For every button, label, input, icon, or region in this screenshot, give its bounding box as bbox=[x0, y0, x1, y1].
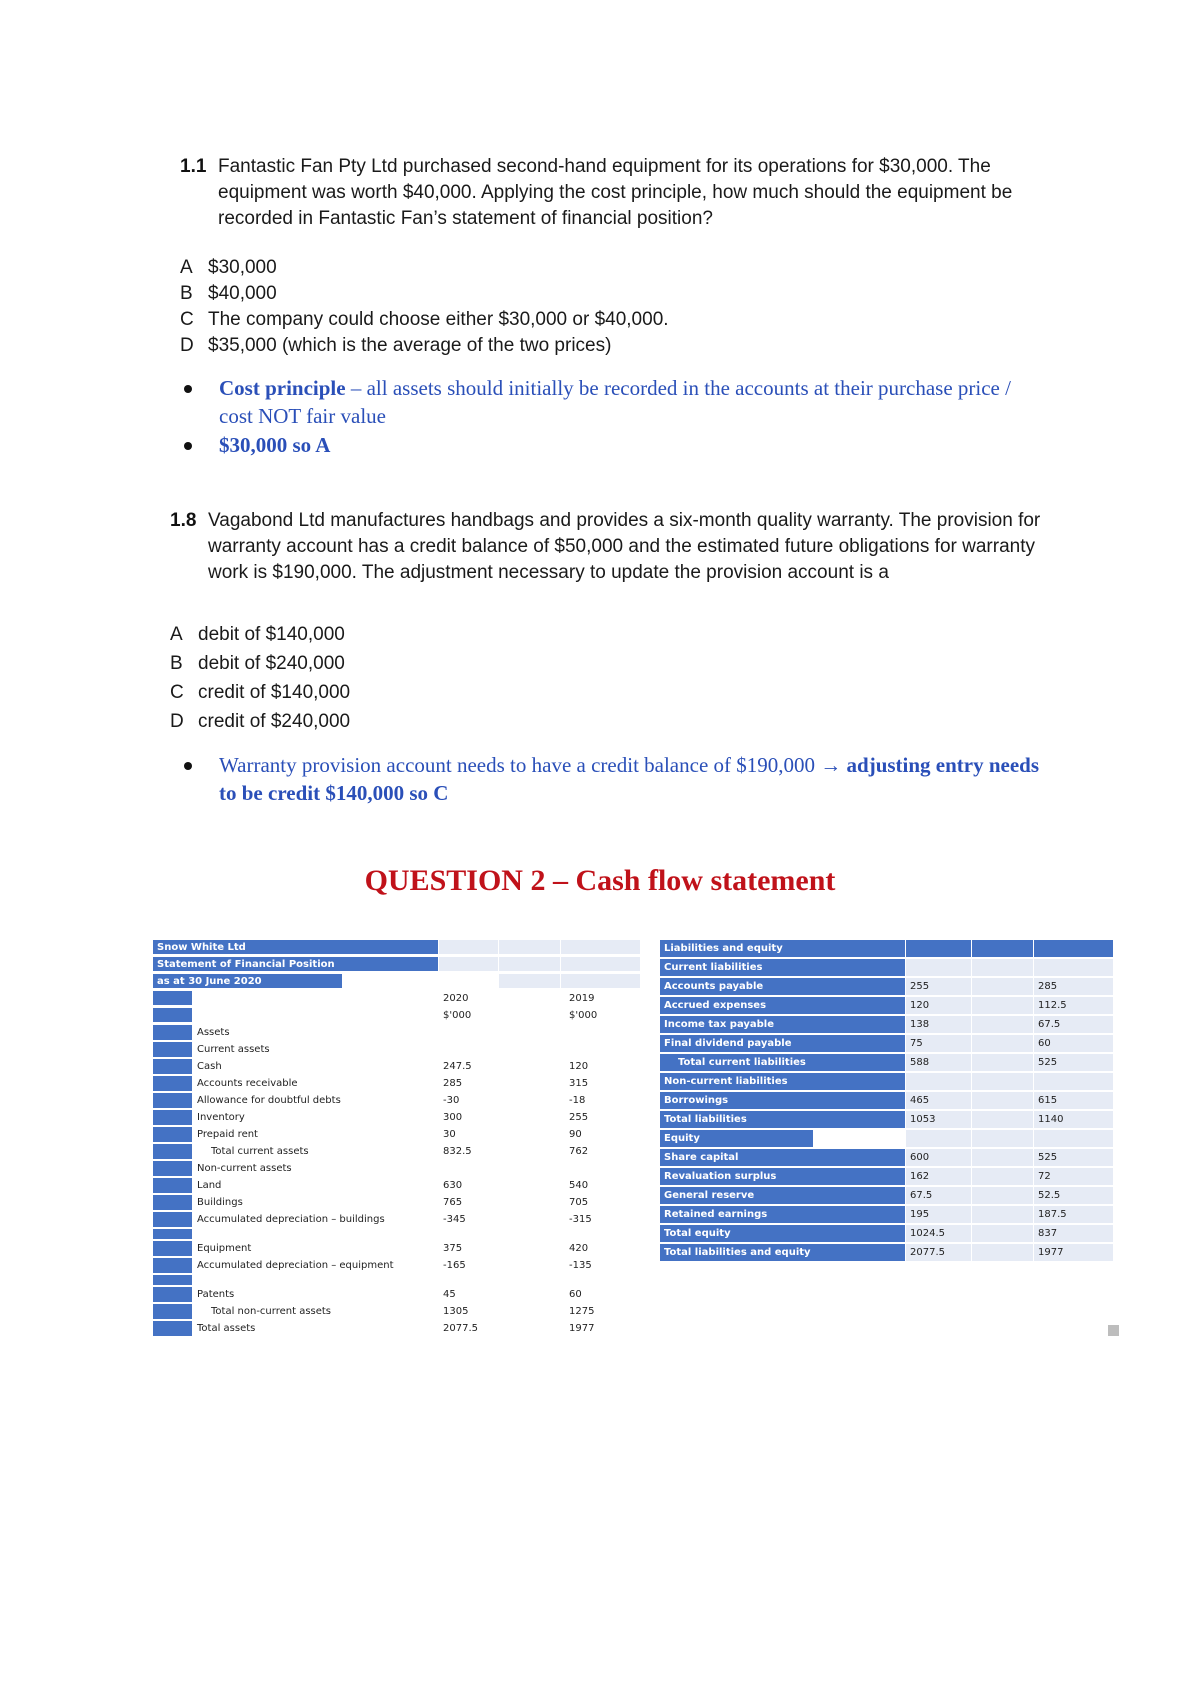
answer-explanation bbox=[219, 751, 1059, 807]
table-row bbox=[660, 940, 1114, 959]
row-label: General reserve bbox=[660, 1187, 906, 1205]
financial-position-assets-table bbox=[153, 940, 641, 1332]
option-a bbox=[170, 622, 345, 648]
option-text: debit of $140,000 bbox=[198, 624, 345, 645]
row-label: Land bbox=[193, 1178, 439, 1194]
table-cell bbox=[972, 1073, 1034, 1091]
table-cell bbox=[499, 957, 561, 972]
row-marker bbox=[153, 1275, 193, 1286]
row-marker bbox=[153, 1287, 193, 1303]
row-marker bbox=[153, 1178, 193, 1194]
answer-result: $30,000 so A bbox=[219, 433, 331, 457]
table-row bbox=[153, 1212, 641, 1229]
table-cell bbox=[972, 978, 1034, 996]
row-label: Inventory bbox=[193, 1110, 439, 1126]
table-row bbox=[660, 1244, 1114, 1263]
row-label: Cash bbox=[193, 1059, 439, 1075]
table-row bbox=[153, 940, 641, 957]
value-2020: 1024.5 bbox=[906, 1225, 972, 1243]
option-text: credit of $240,000 bbox=[198, 711, 351, 732]
table-row bbox=[153, 1178, 641, 1195]
value-2019 bbox=[1034, 1073, 1114, 1091]
value-2020: 1053 bbox=[906, 1111, 972, 1129]
column-header: $'000 bbox=[565, 1008, 641, 1023]
value-2020: 285 bbox=[439, 1076, 565, 1092]
table-row bbox=[153, 957, 641, 974]
value-2020: -30 bbox=[439, 1093, 565, 1109]
table-row bbox=[660, 1073, 1114, 1092]
value-2020: 375 bbox=[439, 1241, 565, 1257]
table-row bbox=[153, 974, 641, 991]
table-row bbox=[153, 1258, 641, 1275]
table-row bbox=[153, 1110, 641, 1127]
row-label: Non-current liabilities bbox=[660, 1073, 906, 1091]
value-2019: 315 bbox=[565, 1076, 641, 1092]
value-2020: 630 bbox=[439, 1178, 565, 1194]
arrow-icon: → bbox=[820, 753, 842, 777]
value-2019: 525 bbox=[1034, 1149, 1114, 1167]
value-2019: 60 bbox=[565, 1287, 641, 1303]
value-2020 bbox=[439, 1161, 565, 1177]
value-2019: 255 bbox=[565, 1110, 641, 1126]
option-letter: D bbox=[180, 335, 194, 356]
section-heading: QUESTION 2 – Cash flow statement bbox=[364, 864, 836, 897]
row-marker bbox=[153, 1321, 193, 1337]
value-2019: 112.5 bbox=[1034, 997, 1114, 1015]
row-marker bbox=[153, 1127, 193, 1143]
table-cell bbox=[972, 1206, 1034, 1224]
row-label: Equipment bbox=[193, 1241, 439, 1257]
table-row bbox=[153, 1042, 641, 1059]
table-cell bbox=[972, 1130, 1034, 1148]
value-2019: 705 bbox=[565, 1195, 641, 1211]
table-row bbox=[660, 1016, 1114, 1035]
value-2020 bbox=[439, 1275, 565, 1286]
value-2019: 120 bbox=[565, 1059, 641, 1075]
row-label: Prepaid rent bbox=[193, 1127, 439, 1143]
row-label: Retained earnings bbox=[660, 1206, 906, 1224]
table-row bbox=[153, 1093, 641, 1110]
row-label: Total equity bbox=[660, 1225, 906, 1243]
bullet-icon bbox=[184, 442, 192, 450]
question-text: Vagabond Ltd manufactures handbags and provides a six-month quality warranty. The provision for warranty account has a credit balance of $50,000 and the estimated future obligations for warranty work is $190,000. The adjustment necessary to update the provision account is a bbox=[208, 510, 1041, 583]
table-row bbox=[153, 1275, 641, 1287]
value-2020: 45 bbox=[439, 1287, 565, 1303]
value-2020 bbox=[906, 1130, 972, 1148]
option-text: The company could choose either $30,000 or $40,000. bbox=[208, 309, 669, 330]
table-cell bbox=[343, 974, 499, 989]
value-2020: 195 bbox=[906, 1206, 972, 1224]
option-a bbox=[180, 255, 277, 281]
value-2019: 525 bbox=[1034, 1054, 1114, 1072]
row-label: Buildings bbox=[193, 1195, 439, 1211]
table-cell bbox=[193, 1008, 439, 1023]
financial-position-liabilities-table bbox=[660, 940, 1114, 1276]
row-label: Current assets bbox=[193, 1042, 439, 1058]
value-2019 bbox=[1034, 940, 1114, 958]
value-2019: 187.5 bbox=[1034, 1206, 1114, 1224]
value-2020: 300 bbox=[439, 1110, 565, 1126]
value-2020 bbox=[906, 1073, 972, 1091]
table-row bbox=[153, 1304, 641, 1321]
table-row bbox=[153, 1076, 641, 1093]
table-row bbox=[153, 991, 641, 1008]
value-2019: 420 bbox=[565, 1241, 641, 1257]
row-label: Total current assets bbox=[193, 1144, 439, 1160]
value-2020: 832.5 bbox=[439, 1144, 565, 1160]
table-cell bbox=[193, 991, 439, 1006]
option-text: credit of $140,000 bbox=[198, 682, 351, 703]
option-c bbox=[170, 680, 350, 706]
table-row bbox=[660, 1225, 1114, 1244]
value-2020: 1305 bbox=[439, 1304, 565, 1320]
table-row bbox=[660, 1111, 1114, 1130]
table-cell bbox=[439, 957, 499, 972]
table-cell bbox=[972, 1244, 1034, 1262]
value-2019: 1140 bbox=[1034, 1111, 1114, 1129]
question-number: 1.8 bbox=[170, 510, 197, 531]
option-text: $40,000 bbox=[208, 283, 277, 304]
value-2019 bbox=[565, 1042, 641, 1058]
option-d bbox=[170, 709, 350, 735]
value-2019 bbox=[565, 1275, 641, 1286]
value-2019: 90 bbox=[565, 1127, 641, 1143]
option-letter: C bbox=[170, 682, 184, 703]
row-marker bbox=[153, 1258, 193, 1274]
value-2019 bbox=[1034, 1130, 1114, 1148]
answer-explanation bbox=[219, 374, 1019, 430]
option-text: $30,000 bbox=[208, 257, 277, 278]
value-2020 bbox=[439, 1042, 565, 1058]
value-2019 bbox=[565, 1229, 641, 1240]
table-row bbox=[660, 997, 1114, 1016]
value-2019: 540 bbox=[565, 1178, 641, 1194]
table-row bbox=[153, 1025, 641, 1042]
row-label: Total liabilities and equity bbox=[660, 1244, 906, 1262]
value-2020: 2077.5 bbox=[906, 1244, 972, 1262]
value-2019: 60 bbox=[1034, 1035, 1114, 1053]
bullet-icon bbox=[184, 385, 192, 393]
table-cell bbox=[561, 957, 641, 972]
row-marker bbox=[153, 991, 193, 1006]
table-row bbox=[153, 1241, 641, 1258]
table-cell bbox=[439, 940, 499, 955]
row-label bbox=[193, 1229, 439, 1240]
answer-text: Warranty provision account needs to have a credit balance of $190,000 bbox=[219, 753, 821, 777]
value-2020 bbox=[906, 940, 972, 958]
row-marker bbox=[153, 1241, 193, 1257]
value-2020: 247.5 bbox=[439, 1059, 565, 1075]
table-row bbox=[153, 1195, 641, 1212]
row-marker bbox=[153, 1008, 193, 1023]
row-label bbox=[193, 1275, 439, 1286]
row-label: Borrowings bbox=[660, 1092, 906, 1110]
answer-term: Cost principle bbox=[219, 376, 346, 400]
option-b bbox=[170, 651, 345, 677]
row-label: Assets bbox=[193, 1025, 439, 1041]
value-2019 bbox=[1034, 959, 1114, 977]
row-marker bbox=[153, 1304, 193, 1320]
row-label: Accounts payable bbox=[660, 978, 906, 996]
row-marker bbox=[153, 1093, 193, 1109]
value-2019: 1275 bbox=[565, 1304, 641, 1320]
table-title: Snow White Ltd bbox=[153, 940, 439, 955]
row-marker bbox=[153, 1059, 193, 1075]
table-row bbox=[153, 1059, 641, 1076]
row-label: Total non-current assets bbox=[193, 1304, 439, 1320]
row-marker bbox=[153, 1025, 193, 1041]
row-label: Allowance for doubtful debts bbox=[193, 1093, 439, 1109]
value-2019: 1977 bbox=[1034, 1244, 1114, 1262]
option-d bbox=[180, 333, 611, 359]
value-2020: 465 bbox=[906, 1092, 972, 1110]
value-2020 bbox=[439, 1025, 565, 1041]
row-marker bbox=[153, 1110, 193, 1126]
option-letter: A bbox=[180, 257, 193, 278]
value-2019 bbox=[565, 1025, 641, 1041]
table-row bbox=[660, 1206, 1114, 1225]
question-text: Fantastic Fan Pty Ltd purchased second-hand equipment for its operations for $30,000. The equipment was worth $40,000. Applying the cost principle, how much should the equipment be recorded in Fantastic Fan’s statement of financial position? bbox=[218, 156, 1013, 229]
table-cell bbox=[972, 1111, 1034, 1129]
table-row bbox=[660, 959, 1114, 978]
table-cell bbox=[972, 1054, 1034, 1072]
value-2019: 67.5 bbox=[1034, 1016, 1114, 1034]
table-cell bbox=[561, 940, 641, 955]
option-letter: A bbox=[170, 624, 183, 645]
value-2019: 72 bbox=[1034, 1168, 1114, 1186]
value-2020: 600 bbox=[906, 1149, 972, 1167]
table-cell bbox=[499, 974, 561, 989]
row-label: Patents bbox=[193, 1287, 439, 1303]
table-row bbox=[153, 1161, 641, 1178]
value-2019 bbox=[565, 1161, 641, 1177]
row-marker bbox=[153, 1042, 193, 1058]
table-row bbox=[153, 1229, 641, 1241]
option-text: $35,000 (which is the average of the two prices) bbox=[208, 335, 612, 356]
value-2019: 837 bbox=[1034, 1225, 1114, 1243]
value-2019: 615 bbox=[1034, 1092, 1114, 1110]
row-label: Final dividend payable bbox=[660, 1035, 906, 1053]
value-2019: -135 bbox=[565, 1258, 641, 1274]
value-2019: 285 bbox=[1034, 978, 1114, 996]
answer-text: – all assets should initially be recorded in the accounts at their purchase price / cost NOT fair value bbox=[219, 376, 1011, 428]
row-label: Accrued expenses bbox=[660, 997, 906, 1015]
value-2020: 75 bbox=[906, 1035, 972, 1053]
table-title: Statement of Financial Position bbox=[153, 957, 439, 972]
table-row bbox=[660, 978, 1114, 997]
value-2020: 67.5 bbox=[906, 1187, 972, 1205]
table-row bbox=[153, 1144, 641, 1161]
table-cell bbox=[972, 1092, 1034, 1110]
question-number: 1.1 bbox=[180, 156, 207, 177]
value-2020: 162 bbox=[906, 1168, 972, 1186]
value-2020: 765 bbox=[439, 1195, 565, 1211]
table-cell bbox=[972, 1016, 1034, 1034]
value-2019: 52.5 bbox=[1034, 1187, 1114, 1205]
table-row bbox=[153, 1008, 641, 1025]
value-2020: 255 bbox=[906, 978, 972, 996]
resize-handle-icon bbox=[1108, 1325, 1119, 1336]
row-label: Current liabilities bbox=[660, 959, 906, 977]
option-text: debit of $240,000 bbox=[198, 653, 345, 674]
table-row bbox=[660, 1054, 1114, 1073]
row-label: Total assets bbox=[193, 1321, 439, 1337]
row-label: Income tax payable bbox=[660, 1016, 906, 1034]
table-cell bbox=[972, 940, 1034, 958]
value-2020 bbox=[439, 1229, 565, 1240]
value-2020: -345 bbox=[439, 1212, 565, 1228]
row-label: Liabilities and equity bbox=[660, 940, 906, 958]
table-row bbox=[153, 1321, 641, 1338]
table-cell bbox=[972, 1168, 1034, 1186]
value-2020: 120 bbox=[906, 997, 972, 1015]
column-header: 2019 bbox=[565, 991, 641, 1006]
table-cell bbox=[972, 1035, 1034, 1053]
row-marker bbox=[153, 1076, 193, 1092]
value-2020: 588 bbox=[906, 1054, 972, 1072]
option-letter: D bbox=[170, 711, 184, 732]
row-marker bbox=[153, 1212, 193, 1228]
row-label: Total liabilities bbox=[660, 1111, 906, 1129]
table-cell bbox=[561, 974, 641, 989]
option-c bbox=[180, 307, 669, 333]
value-2020: 30 bbox=[439, 1127, 565, 1143]
column-header: 2020 bbox=[439, 991, 565, 1006]
option-letter: B bbox=[180, 283, 193, 304]
option-letter: B bbox=[170, 653, 183, 674]
row-label: Accounts receivable bbox=[193, 1076, 439, 1092]
table-cell bbox=[972, 1187, 1034, 1205]
row-label: Revaluation surplus bbox=[660, 1168, 906, 1186]
row-label: Accumulated depreciation – equipment bbox=[193, 1258, 439, 1274]
row-label: Non-current assets bbox=[193, 1161, 439, 1177]
value-2020: -165 bbox=[439, 1258, 565, 1274]
value-2019: -315 bbox=[565, 1212, 641, 1228]
table-cell bbox=[972, 997, 1034, 1015]
bullet-icon bbox=[184, 762, 192, 770]
row-marker bbox=[153, 1195, 193, 1211]
table-cell bbox=[814, 1130, 906, 1148]
table-row bbox=[660, 1035, 1114, 1054]
value-2020 bbox=[906, 959, 972, 977]
value-2019: 1977 bbox=[565, 1321, 641, 1337]
table-row bbox=[660, 1187, 1114, 1206]
row-label: Equity bbox=[660, 1130, 814, 1148]
table-row bbox=[153, 1127, 641, 1144]
row-marker bbox=[153, 1161, 193, 1177]
table-row bbox=[660, 1168, 1114, 1187]
table-title: as at 30 June 2020 bbox=[153, 974, 343, 989]
value-2019: -18 bbox=[565, 1093, 641, 1109]
answer-result: adjusting entry needs to be credit $140,000 so C bbox=[219, 753, 1040, 805]
table-cell bbox=[499, 940, 561, 955]
row-marker bbox=[153, 1144, 193, 1160]
table-row bbox=[660, 1092, 1114, 1111]
value-2019: 762 bbox=[565, 1144, 641, 1160]
table-cell bbox=[972, 959, 1034, 977]
option-letter: C bbox=[180, 309, 194, 330]
table-cell bbox=[972, 1225, 1034, 1243]
row-label: Share capital bbox=[660, 1149, 906, 1167]
value-2020: 2077.5 bbox=[439, 1321, 565, 1337]
table-row bbox=[660, 1149, 1114, 1168]
row-marker bbox=[153, 1229, 193, 1240]
value-2020: 138 bbox=[906, 1016, 972, 1034]
table-row bbox=[153, 1287, 641, 1304]
column-header: $'000 bbox=[439, 1008, 565, 1023]
option-b bbox=[180, 281, 277, 307]
table-cell bbox=[972, 1149, 1034, 1167]
row-label: Total current liabilities bbox=[660, 1054, 906, 1072]
row-label: Accumulated depreciation – buildings bbox=[193, 1212, 439, 1228]
table-row bbox=[660, 1130, 1114, 1149]
